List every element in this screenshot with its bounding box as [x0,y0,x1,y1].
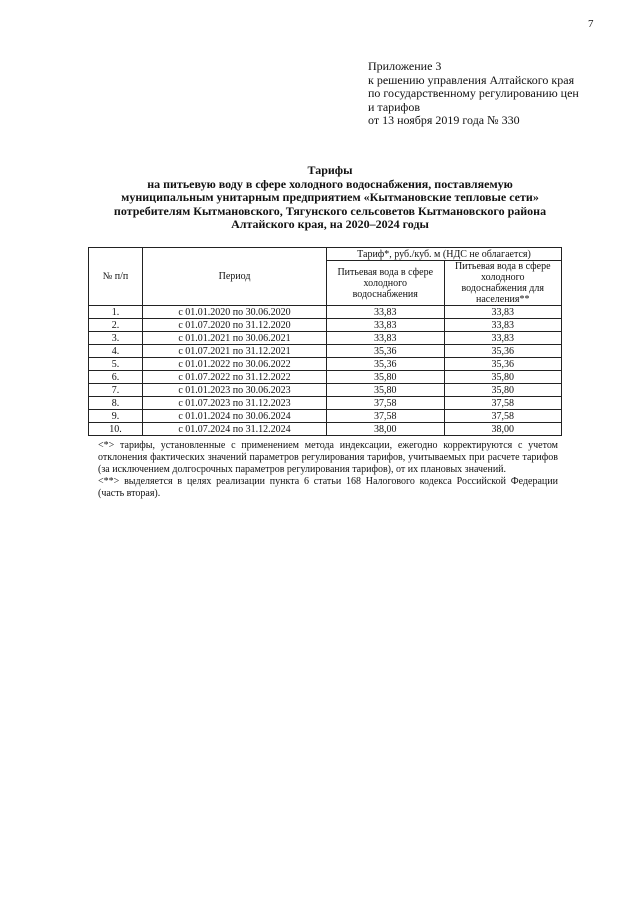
cell-num: 2. [89,319,143,332]
cell-population: 33,83 [444,332,562,345]
cell-period: с 01.01.2020 по 30.06.2020 [143,306,327,319]
cell-population: 33,83 [444,319,562,332]
cell-num: 3. [89,332,143,345]
title-line: Алтайского края, на 2020–2024 годы [231,217,429,231]
cell-period: с 01.07.2023 по 31.12.2023 [143,397,327,410]
header-drinking-water: Питьевая вода в сфере холодного водоснабжения [327,261,445,306]
appendix-block [368,60,579,128]
table-row [89,410,562,423]
cell-num: 10. [89,423,143,436]
cell-period: с 01.07.2022 по 31.12.2022 [143,371,327,384]
table-row [89,332,562,345]
cell-population: 37,58 [444,397,562,410]
tariff-table [88,247,562,436]
cell-drinking: 35,36 [327,358,445,371]
cell-drinking: 33,83 [327,306,445,319]
table-row [89,371,562,384]
cell-num: 5. [89,358,143,371]
footnote-2: <**> выделяется в целях реализации пункта 6 статьи 168 Налогового кодекса Российской Федерации (часть вторая). [98,476,558,499]
appendix-line: к решению управления Алтайского края [368,72,575,87]
cell-period: с 01.01.2022 по 30.06.2022 [143,358,327,371]
title-line: муниципальным унитарным предприятием «Кытмановские тепловые сети» [121,190,539,204]
footnotes [98,440,558,500]
appendix-line: по государственному регулированию цен [368,86,579,100]
table-row [89,319,562,332]
cell-population: 33,83 [444,306,562,319]
footnote-1: <*> тарифы, установленные с применением метода индексации, ежегодно корректируются с учетом отклонения фактических значений параметров регулирования тарифов, учитываемых при расчете тарифов (за исключением долгосрочных параметров регулирования тарифов), от их плановых значений. [98,440,558,475]
cell-drinking: 35,80 [327,384,445,397]
cell-period: с 01.01.2021 по 30.06.2021 [143,332,327,345]
page-number: 7 [588,18,594,30]
appendix-line: и тарифов [368,99,421,114]
cell-population: 35,36 [444,358,562,371]
cell-drinking: 37,58 [327,410,445,423]
table-row [89,358,562,371]
cell-drinking: 35,80 [327,371,445,384]
cell-num: 6. [89,371,143,384]
cell-period: с 01.07.2021 по 31.12.2021 [143,345,327,358]
cell-num: 9. [89,410,143,423]
title-line: потребителям Кытмановского, Тягунского сельсоветов Кытмановского района [113,203,547,218]
appendix-line: Приложение 3 [368,59,442,73]
cell-population: 35,36 [444,345,562,358]
cell-num: 7. [89,384,143,397]
cell-population: 38,00 [444,423,562,436]
document-title [90,164,570,232]
cell-period: с 01.07.2024 по 31.12.2024 [143,423,327,436]
header-period: Период [143,248,327,306]
cell-drinking: 38,00 [327,423,445,436]
table-row [89,384,562,397]
cell-period: с 01.01.2023 по 30.06.2023 [143,384,327,397]
table-row [89,397,562,410]
cell-period: с 01.07.2020 по 31.12.2020 [143,319,327,332]
cell-num: 8. [89,397,143,410]
table-row [89,345,562,358]
cell-period: с 01.01.2024 по 30.06.2024 [143,410,327,423]
table-row [89,306,562,319]
cell-num: 1. [89,306,143,319]
appendix-line: от 13 ноября 2019 года № 330 [368,113,520,127]
cell-drinking: 33,83 [327,319,445,332]
title-line: на питьевую воду в сфере холодного водоснабжения, поставляемую [147,176,513,191]
cell-num: 4. [89,345,143,358]
cell-drinking: 35,36 [327,345,445,358]
title-line: Тарифы [307,163,353,177]
header-population-water: Питьевая вода в сфере холодного водоснабжения для населения** [444,261,562,306]
header-num: № п/п [89,248,143,306]
table-row [89,423,562,436]
cell-population: 35,80 [444,371,562,384]
cell-drinking: 33,83 [327,332,445,345]
cell-population: 37,58 [444,410,562,423]
header-tariff-group: Тариф*, руб./куб. м (НДС не облагается) [327,248,562,261]
cell-drinking: 37,58 [327,397,445,410]
cell-population: 35,80 [444,384,562,397]
